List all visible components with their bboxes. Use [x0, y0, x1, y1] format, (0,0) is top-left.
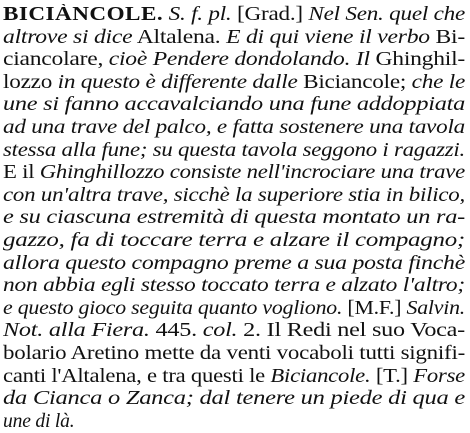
entry-line: [3, 207, 465, 230]
entry-line-text: [3, 320, 465, 343]
roman-text: lozzo: [3, 71, 58, 93]
entry-line: [3, 117, 465, 140]
roman-text: Bi-: [429, 26, 465, 48]
entry-line-text: [3, 94, 465, 117]
entry-line-text: [3, 4, 465, 27]
entry-line-text: [3, 49, 465, 72]
italic-text: che le: [411, 71, 465, 93]
entry-line-text: [3, 366, 465, 389]
italic-text: non abbia egli stesso toccato terra e alzato l'altro;: [3, 275, 465, 297]
italic-text: allora questo compagno preme a sua posta finchè: [3, 252, 465, 274]
entry-line-text: [3, 411, 74, 433]
italic-text: in questo è differente dalle: [57, 71, 298, 93]
entry-line-text: [3, 207, 465, 230]
entry-line-text: [3, 343, 465, 366]
entry-line: [3, 27, 465, 50]
entry-line: [3, 298, 465, 321]
entry-line: [3, 4, 465, 27]
entry-line: [3, 275, 465, 298]
italic-text: une di là.: [3, 410, 75, 432]
italic-text: col.: [202, 320, 238, 342]
entry-line-text: [3, 140, 465, 163]
roman-text: [M.F.]: [342, 297, 407, 319]
italic-text: Nel Sen. quel che: [308, 4, 465, 25]
italic-text: Forse: [413, 365, 465, 387]
entry-line-text: [3, 253, 465, 276]
roman-text: Ghinghil-: [369, 49, 465, 71]
italic-text: altrove si dice: [3, 26, 133, 48]
italic-text: Not. alla Fiera.: [3, 320, 150, 342]
entry-line: [3, 388, 465, 411]
entry-line-text: [3, 162, 465, 185]
italic-text: consiste nell'incrociare una trave: [164, 162, 465, 184]
entry-line-text: [3, 388, 465, 411]
roman-text: [Grad.]: [231, 4, 309, 25]
entry-line: [3, 411, 465, 433]
entry-line: [3, 230, 465, 253]
entry-line-text: [3, 185, 465, 208]
entry-line: [3, 253, 465, 276]
roman-text: bolario Aretino mette da venti vocaboli tutti signifi-: [3, 342, 465, 364]
roman-text: 445.: [149, 320, 203, 342]
italic-text: une si fanno accavalciando una fune addoppiata: [3, 94, 465, 116]
entry-line: [3, 162, 465, 185]
entry-line: [3, 366, 465, 389]
entry-line-text: [3, 72, 465, 95]
roman-text: [T.]: [370, 365, 414, 387]
entry-line-text: [3, 27, 465, 50]
entry-line: [3, 49, 465, 72]
italic-text: con un'altra trave, sicchè la superiore stia in bilico,: [3, 184, 465, 206]
italic-text: Salvin.: [406, 297, 465, 319]
entry-line: [3, 343, 465, 366]
entry-line-text: [3, 117, 465, 140]
entry-line-text: [3, 230, 465, 253]
entry-line: [3, 185, 465, 208]
italic-text: Biciancole.: [270, 365, 371, 387]
italic-text: S. f. pl.: [168, 4, 232, 25]
roman-text: canti l'Altalena, e tra questi le: [3, 365, 271, 387]
entry-line-text: [3, 275, 465, 298]
italic-text: E di qui viene il verbo: [226, 26, 430, 48]
entry-line: [3, 140, 465, 163]
roman-text: 2. Il Redi nel suo Voca-: [237, 320, 465, 342]
italic-text: cioè Pendere dondolando. Il: [108, 49, 370, 71]
italic-text: stessa alla fune; su questa tavola seggono i ragazzi.: [3, 139, 465, 161]
italic-text: da Cianca o Zanca; dal tenere un piede di qua e: [3, 388, 465, 410]
entry-line: [3, 72, 465, 95]
italic-text: e su ciascuna estremità di questa montato un ra-: [3, 207, 465, 229]
entry-line: [3, 94, 465, 117]
dictionary-entry: [3, 4, 465, 433]
roman-text: Altalena.: [132, 26, 227, 48]
roman-text: Biciancole;: [297, 71, 412, 93]
headword: BICIÀNCOLE.: [3, 4, 164, 25]
roman-text: ciancolare,: [3, 49, 109, 71]
italic-text: Ghinghillozzo: [39, 162, 165, 184]
italic-text: gazzo, fa di toccare terra e alzare il compagno;: [3, 229, 465, 251]
italic-text: ad una trave del palco, e fatta sostenere una tavola: [3, 116, 465, 138]
entry-line-text: [3, 298, 465, 321]
entry-line: [3, 320, 465, 343]
italic-text: e questo gioco seguita quanto vogliono.: [3, 297, 343, 319]
roman-text: E il: [3, 162, 40, 184]
